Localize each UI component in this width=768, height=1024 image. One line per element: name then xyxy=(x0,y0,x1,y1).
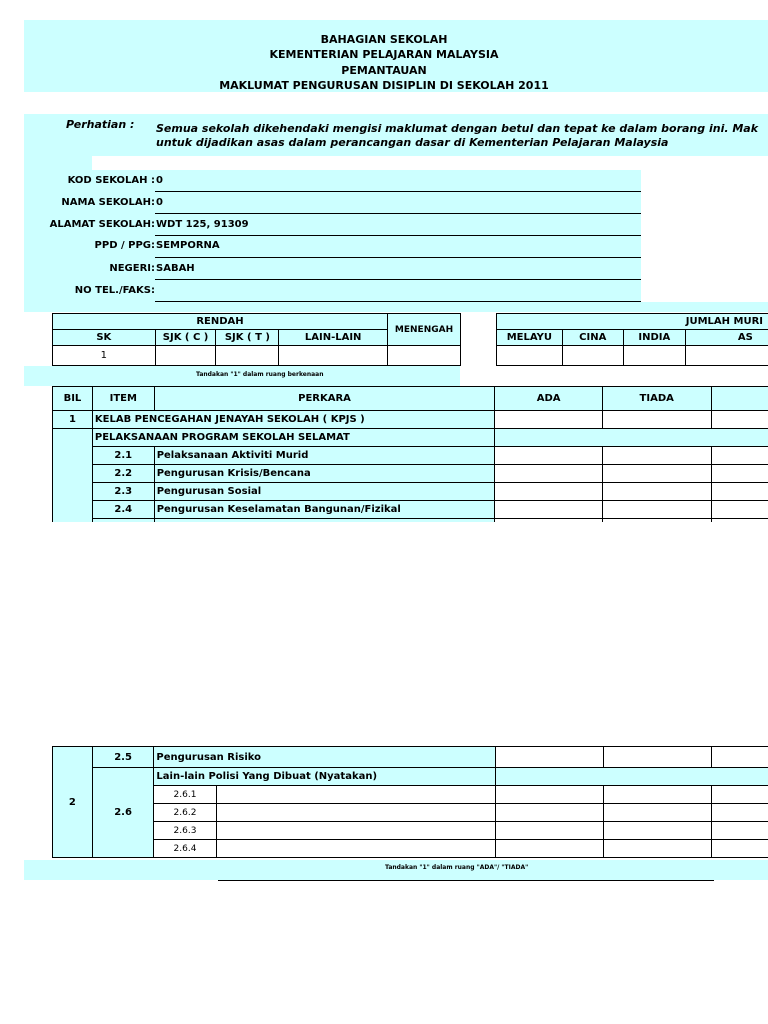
header-line-4: MAKLUMAT PENGURUSAN DISIPLIN DI SEKOLAH 2011 xyxy=(219,79,549,92)
sk-value[interactable]: 1 xyxy=(53,346,156,366)
item-2-4: 2.4 xyxy=(92,501,154,519)
perkara-2-6: Lain-lain Polisi Yang Dibuat (Nyatakan) xyxy=(154,768,496,786)
tel-faks-line xyxy=(155,301,641,302)
row1-extra[interactable] xyxy=(711,411,768,429)
alamat-sekolah-line xyxy=(155,235,641,236)
murid-header: JUMLAH MURI xyxy=(497,314,768,330)
text-2-6-2[interactable] xyxy=(216,804,496,822)
row2-perkara: PELAKSANAAN PROGRAM SEKOLAH SELAMAT xyxy=(92,429,495,447)
sjkt-value[interactable] xyxy=(216,346,279,366)
row1-bil: 1 xyxy=(53,411,93,429)
menengah-value[interactable] xyxy=(388,346,461,366)
tiada-2-3[interactable] xyxy=(602,483,711,501)
tiada-2-4[interactable] xyxy=(602,501,711,519)
school-type-table xyxy=(52,313,461,366)
row1-ada[interactable] xyxy=(495,411,603,429)
melayu-value[interactable] xyxy=(497,346,563,366)
item-2-5: 2.5 xyxy=(92,747,154,768)
ada-2-6-3[interactable] xyxy=(496,822,603,840)
kod-sekolah-label: KOD SEKOLAH : xyxy=(67,175,155,186)
extra-2-6-1[interactable] xyxy=(711,786,768,804)
extra-2-6-2[interactable] xyxy=(711,804,768,822)
murid-table-wrap xyxy=(496,313,768,367)
kod-sekolah-value: 0 xyxy=(156,175,163,186)
extra-2-6-3[interactable] xyxy=(711,822,768,840)
header-line-3: PEMANTAUAN xyxy=(341,64,427,77)
alamat-sekolah-value: WDT 125, 91309 xyxy=(156,219,249,230)
ada-2-6-4[interactable] xyxy=(496,840,603,858)
main-table xyxy=(52,386,768,522)
ppd-value: SEMPORNA xyxy=(156,240,220,251)
perkara-2-3: Pengurusan Sosial xyxy=(154,483,495,501)
tiada-2-6-1[interactable] xyxy=(603,786,711,804)
extra-blank xyxy=(711,519,768,523)
sjkt-header: SJK ( T ) xyxy=(216,330,279,346)
perkara-2-2: Pengurusan Krisis/Bencana xyxy=(154,465,495,483)
cina-header: CINA xyxy=(562,330,623,346)
ada-header: ADA xyxy=(495,387,603,411)
row1-perkara: KELAB PENCEGAHAN JENAYAH SEKOLAH ( KPJS ) xyxy=(92,411,495,429)
extra-2-1[interactable] xyxy=(711,447,768,465)
ada-2-1[interactable] xyxy=(495,447,603,465)
perkara-2-4: Pengurusan Keselamatan Bangunan/Fizikal xyxy=(154,501,495,519)
item-header: ITEM xyxy=(92,387,154,411)
header-line-1: BAHAGIAN SEKOLAH xyxy=(320,33,448,46)
row1-tiada[interactable] xyxy=(602,411,711,429)
item-2-2: 2.2 xyxy=(92,465,154,483)
bil-header: BIL xyxy=(53,387,93,411)
ppd-label: PPD / PPG: xyxy=(94,240,155,251)
lain-header: LAIN-LAIN xyxy=(279,330,388,346)
notice-band xyxy=(24,114,768,156)
negeri-label: NEGERI: xyxy=(109,263,155,274)
nama-sekolah-label: NAMA SEKOLAH: xyxy=(61,197,155,208)
sub-2-6-3: 2.6.3 xyxy=(154,822,216,840)
sjkc-value[interactable] xyxy=(155,346,216,366)
tiada-2-1[interactable] xyxy=(602,447,711,465)
extra-2-2[interactable] xyxy=(711,465,768,483)
row2-blank xyxy=(495,429,768,447)
ada-2-2[interactable] xyxy=(495,465,603,483)
as-header: AS xyxy=(685,330,768,346)
ada-2-6-2[interactable] xyxy=(496,804,603,822)
row2-bil xyxy=(53,429,93,523)
rendah-header: RENDAH xyxy=(53,314,388,330)
extra-header xyxy=(711,387,768,411)
lain-value[interactable] xyxy=(279,346,388,366)
tiada-blank xyxy=(602,519,711,523)
tiada-2-6-3[interactable] xyxy=(603,822,711,840)
murid-table xyxy=(496,313,768,366)
item-2-3: 2.3 xyxy=(92,483,154,501)
sub-2-6-4: 2.6.4 xyxy=(154,840,216,858)
extra-2-6-4[interactable] xyxy=(711,840,768,858)
negeri-value: SABAH xyxy=(156,263,195,274)
menengah-header: MENENGAH xyxy=(388,314,461,346)
sjkc-header: SJK ( C ) xyxy=(155,330,216,346)
perkara-2-1: Pelaksanaan Aktiviti Murid xyxy=(154,447,495,465)
alamat-sekolah-label: ALAMAT SEKOLAH: xyxy=(49,219,155,230)
tiada-2-5[interactable] xyxy=(603,747,711,768)
row-2-6-blank xyxy=(496,768,768,786)
india-value[interactable] xyxy=(623,346,685,366)
nama-sekolah-line xyxy=(155,213,641,214)
tiada-2-2[interactable] xyxy=(602,465,711,483)
notice-text-1: Semua sekolah dikehendaki mengisi maklumat dengan betul dan tepat ke dalam borang ini. Mak xyxy=(156,122,759,135)
nama-sekolah-value: 0 xyxy=(156,197,163,208)
text-2-6-4[interactable] xyxy=(216,840,496,858)
ada-2-3[interactable] xyxy=(495,483,603,501)
lower-note: Tandakan "1" dalam ruang "ADA"/ "TIADA" xyxy=(385,864,529,871)
ada-2-4[interactable] xyxy=(495,501,603,519)
extra-2-5[interactable] xyxy=(711,747,768,768)
extra-2-4[interactable] xyxy=(711,501,768,519)
sub-2-6-2: 2.6.2 xyxy=(154,804,216,822)
ppd-line xyxy=(155,257,641,258)
ada-blank xyxy=(495,519,603,523)
bottom-rule xyxy=(218,880,714,881)
notice-label: Perhatian : xyxy=(66,118,135,131)
tiada-2-6-2[interactable] xyxy=(603,804,711,822)
info-row-white xyxy=(641,170,768,302)
notice-band-tail xyxy=(24,156,92,170)
negeri-line xyxy=(155,279,641,280)
lower-table-wrap xyxy=(52,746,768,860)
notice-text-2: untuk dijadikan asas dalam perancangan dasar di Kementerian Pelajaran Malaysia xyxy=(156,136,669,149)
as-value[interactable] xyxy=(685,346,768,366)
perkara-2-5: Pengurusan Risiko xyxy=(154,747,496,768)
sk-header: SK xyxy=(53,330,156,346)
tiada-header: TIADA xyxy=(602,387,711,411)
lower-bil: 2 xyxy=(53,747,93,858)
lower-table xyxy=(52,746,768,858)
item-2-6: 2.6 xyxy=(92,768,154,858)
school-type-note: Tandakan "1" dalam ruang berkenaan xyxy=(196,371,324,378)
sub-2-6-1: 2.6.1 xyxy=(154,786,216,804)
text-2-6-3[interactable] xyxy=(216,822,496,840)
tiada-2-6-4[interactable] xyxy=(603,840,711,858)
kod-sekolah-line xyxy=(155,191,641,192)
text-2-6-1[interactable] xyxy=(216,786,496,804)
ada-2-6-1[interactable] xyxy=(496,786,603,804)
melayu-header: MELAYU xyxy=(497,330,563,346)
item-blank xyxy=(92,519,154,523)
india-header: INDIA xyxy=(623,330,685,346)
item-2-1: 2.1 xyxy=(92,447,154,465)
main-table-wrap xyxy=(52,386,768,522)
header-line-2: KEMENTERIAN PELAJARAN MALAYSIA xyxy=(269,48,499,61)
tel-faks-label: NO TEL./FAKS: xyxy=(74,285,155,296)
perkara-header: PERKARA xyxy=(154,387,495,411)
perkara-blank xyxy=(154,519,495,523)
ada-2-5[interactable] xyxy=(496,747,603,768)
extra-2-3[interactable] xyxy=(711,483,768,501)
cina-value[interactable] xyxy=(562,346,623,366)
